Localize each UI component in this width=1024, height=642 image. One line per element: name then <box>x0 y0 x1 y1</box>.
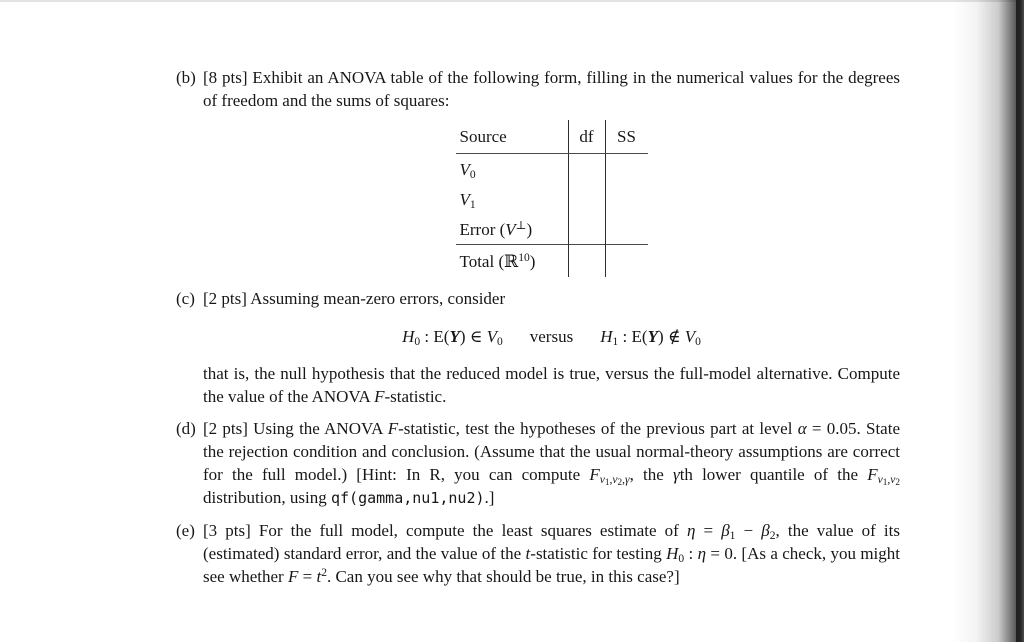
anova-row-v0 <box>456 154 648 185</box>
anova-table-wrapper <box>203 112 900 278</box>
anova-cell-df-v1 <box>568 184 605 214</box>
anova-cell-source-error: Error (V⊥) <box>459 218 533 239</box>
problem-label-b: (b) <box>176 68 196 87</box>
anova-cell-df-v0 <box>568 154 605 185</box>
anova-cell-ss-v0 <box>605 154 648 185</box>
page-top-edge-line <box>0 0 1024 2</box>
problem-text-d: [2 pts] Using the ANOVA F-statistic, test the hypotheses of the previous part at level α = 0.05. State the rejection condition and conclusion. (Assume that the usual normal-theory assumptions are correct for the full model.) [Hint: In R, you can compute $F_{\nu_1,\nu_2,\gamma}$, the γth lower quantile of the $F_{\nu_1,\nu_2}$ distribution, using qf(gamma,nu1,nu2).] <box>203 419 900 507</box>
problem-label-d: (d) <box>176 419 196 438</box>
problem-item-e <box>176 519 900 588</box>
page-edge-bar <box>1016 0 1024 642</box>
equation-alt-hypothesis: $H_1$ : E(Y) ∉ $V_0$ <box>600 327 701 348</box>
problem-item-b <box>176 66 900 278</box>
anova-cell-ss-v1 <box>605 184 648 214</box>
problem-item-c <box>176 287 900 408</box>
problem-label-c: (c) <box>176 289 195 308</box>
equation-null-hypothesis: $H_0$ : E(Y) ∈ $V_0$ <box>402 327 503 348</box>
anova-cell-source-total: Total (ℝ$^{10}$) <box>456 245 569 278</box>
anova-header-ss: SS <box>605 120 648 154</box>
anova-cell-source-v1: $V_1$ <box>459 189 476 211</box>
equation-versus-label: versus <box>529 327 574 346</box>
anova-header-row <box>456 120 648 154</box>
anova-cell-ss-total <box>605 245 648 278</box>
anova-row-error <box>456 214 648 245</box>
anova-cell-source-v0: $V_0$ <box>459 159 476 181</box>
problem-text-c-after: that is, the null hypothesis that the reduced model is true, versus the full-model alternative. Compute the value of the ANOVA F-statistic. <box>203 364 900 406</box>
problem-text-b: [8 pts] Exhibit an ANOVA table of the following form, filling in the numerical values for the degrees of freedom and the sums of squares: <box>203 68 900 110</box>
problem-label-e: (e) <box>176 521 195 540</box>
anova-cell-df-total <box>568 245 605 278</box>
anova-header-df: df <box>568 120 605 154</box>
anova-cell-ss-error <box>605 214 648 245</box>
page-content <box>176 66 900 597</box>
problem-text-c-intro: [2 pts] Assuming mean-zero errors, consider <box>203 289 506 308</box>
anova-cell-df-error <box>568 214 605 245</box>
page-edge-shadow <box>952 0 1016 642</box>
anova-row-total <box>456 245 648 278</box>
anova-header-source: Source <box>456 120 569 154</box>
hypothesis-equation <box>203 325 900 348</box>
problem-item-d <box>176 417 900 510</box>
anova-row-v1 <box>456 184 648 214</box>
problem-text-e: [3 pts] For the full model, compute the least squares estimate of $\eta = \beta_1 - \beta_2$, the value of its (estimated) standard error, and the value of the t-statistic for testing $H_0$ : η = 0. [As a check, you might see whether $F = t^2$. Can you see why that should be true, in this case?] <box>203 521 900 586</box>
anova-table <box>456 120 648 277</box>
